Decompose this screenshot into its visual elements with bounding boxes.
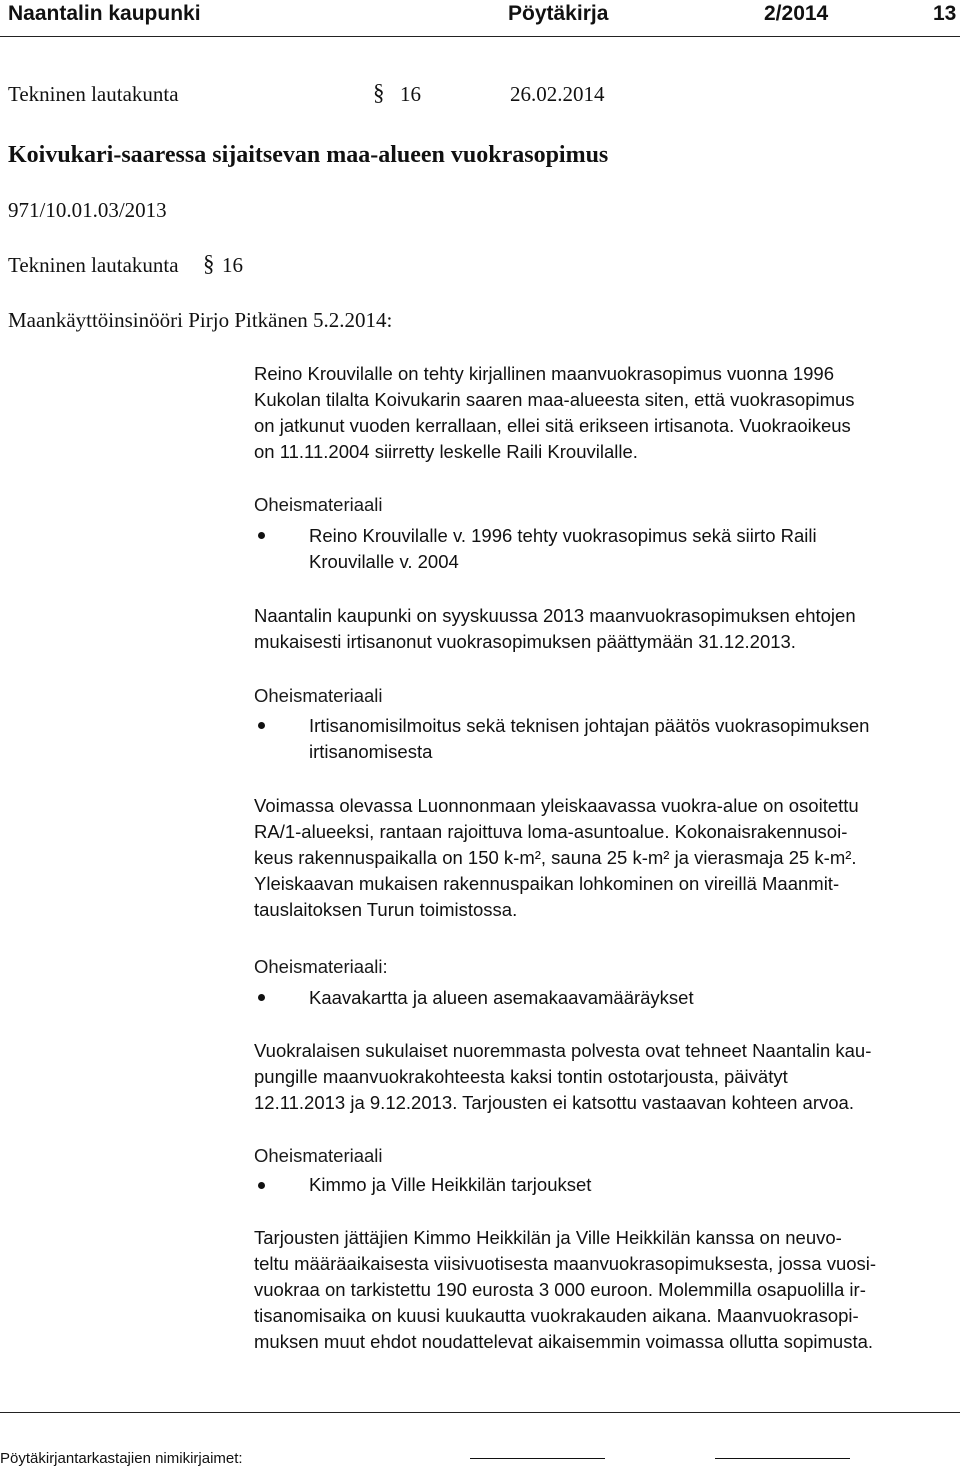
attachments-heading: Oheismateriaali	[254, 1145, 383, 1166]
paragraph-1	[254, 361, 855, 465]
meeting-body: Tekninen lautakunta	[8, 82, 179, 106]
text-line: tisanomisaika on kuusi kuukautta vuokrakauden aikana. Maanvuokrasopi-	[254, 1305, 859, 1326]
attachment-item	[309, 523, 817, 575]
text-line: Reino Krouvilalle v. 1996 tehty vuokrasopimus sekä siirto Raili	[309, 525, 817, 546]
text-line: mukaisesti irtisanonut vuokrasopimuksen päättymään 31.12.2013.	[254, 631, 796, 652]
initials-label: Pöytäkirjantarkastajien nimikirjaimet:	[0, 1450, 243, 1467]
attachment-item	[309, 1172, 591, 1198]
text-line: Irtisanomisilmoitus sekä teknisen johtajan päätös vuokrasopimuksen	[309, 715, 870, 736]
item-title: Koivukari-saaressa sijaitsevan maa-alueen vuokrasopimus	[8, 142, 609, 168]
attachments-heading: Oheismateriaali	[254, 685, 383, 706]
text-line: vuokraa on tarkistettu 190 eurosta 3 000 euroon. Molemmilla osapuolilla ir-	[254, 1279, 866, 1300]
text-line: Kaavakartta ja alueen asemakaavamääräykset	[309, 987, 694, 1008]
text-line: Krouvilalle v. 2004	[309, 551, 459, 572]
previous-section-mark: §	[203, 251, 215, 276]
header-doc-type: Pöytäkirja	[508, 2, 609, 25]
item-reference: 971/10.01.03/2013	[8, 198, 167, 222]
attachment-item	[309, 713, 869, 765]
text-line: pungille maanvuokrakohteesta kaksi tontin ostotarjousta, päivätyt	[254, 1066, 788, 1087]
paragraph-3	[254, 793, 859, 923]
initials-line-2	[715, 1458, 850, 1459]
previous-body: Tekninen lautakunta	[8, 253, 179, 277]
text-line: Reino Krouvilalle on tehty kirjallinen maanvuokrasopimus vuonna 1996	[254, 363, 835, 384]
attachment-item	[309, 985, 694, 1011]
text-line: muksen muut ehdot noudattelevat aikaisemmin voimassa ollutta sopimusta.	[254, 1331, 874, 1352]
text-line: keus rakennuspaikalla on 150 k-m², sauna 25 k-m² ja vierasmaja 25 k-m².	[254, 847, 857, 868]
text-line: on jatkunut vuoden kerrallaan, ellei sitä erikseen irtisanota. Vuokraoikeus	[254, 415, 851, 436]
section-number: 16	[400, 82, 421, 106]
header-page-number: 13	[933, 2, 957, 25]
paragraph-5	[254, 1225, 876, 1355]
header-issue: 2/2014	[764, 2, 829, 25]
text-line: Vuokralaisen sukulaiset nuoremmasta polvesta ovat tehneet Naantalin kau-	[254, 1040, 872, 1061]
paragraph-4	[254, 1038, 871, 1116]
text-line: Yleiskaavan mukaisen rakennuspaikan lohkominen on vireillä Maanmit-	[254, 873, 840, 894]
section-mark: §	[373, 80, 385, 105]
header-org: Naantalin kaupunki	[8, 2, 201, 25]
footer-divider	[0, 1412, 960, 1413]
header-divider	[0, 36, 960, 37]
attachments-heading: Oheismateriaali	[254, 494, 383, 515]
bullet-icon	[258, 994, 265, 1001]
text-line: Voimassa olevassa Luonnonmaan yleiskaavassa vuokra-alue on osoitettu	[254, 795, 859, 816]
initials-line-1	[470, 1458, 605, 1459]
text-line: teltu määräaikaisesta viisivuotisesta maanvuokrasopimuksesta, jossa vuosi-	[254, 1253, 877, 1274]
bullet-icon	[258, 722, 265, 729]
text-line: RA/1-alueeksi, rantaan rajoittuva loma-asuntoalue. Kokonaisrakennusoi-	[254, 821, 848, 842]
text-line: 12.11.2013 ja 9.12.2013. Tarjousten ei katsottu vastaavan kohteen arvoa.	[254, 1092, 854, 1113]
text-line: Kimmo ja Ville Heikkilän tarjoukset	[309, 1174, 592, 1195]
meeting-date: 26.02.2014	[510, 82, 605, 106]
text-line: Tarjousten jättäjien Kimmo Heikkilän ja Ville Heikkilän kanssa on neuvo-	[254, 1227, 842, 1248]
text-line: Naantalin kaupunki on syyskuussa 2013 maanvuokrasopimuksen ehtojen	[254, 605, 856, 626]
attachments-heading: Oheismateriaali:	[254, 956, 388, 977]
previous-section-number: 16	[222, 253, 243, 277]
text-line: Kukolan tilalta Koivukarin saaren maa-alueesta siten, että vuokrasopimus	[254, 389, 855, 410]
bullet-icon	[258, 1182, 265, 1189]
page-header	[0, 0, 960, 32]
text-line: irtisanomisesta	[309, 741, 433, 762]
bullet-icon	[258, 532, 265, 539]
paragraph-2	[254, 603, 856, 655]
text-line: on 11.11.2004 siirretty leskelle Raili Krouvilalle.	[254, 441, 638, 462]
presenter-line: Maankäyttöinsinööri Pirjo Pitkänen 5.2.2014:	[8, 308, 393, 332]
text-line: tauslaitoksen Turun toimistossa.	[254, 899, 518, 920]
